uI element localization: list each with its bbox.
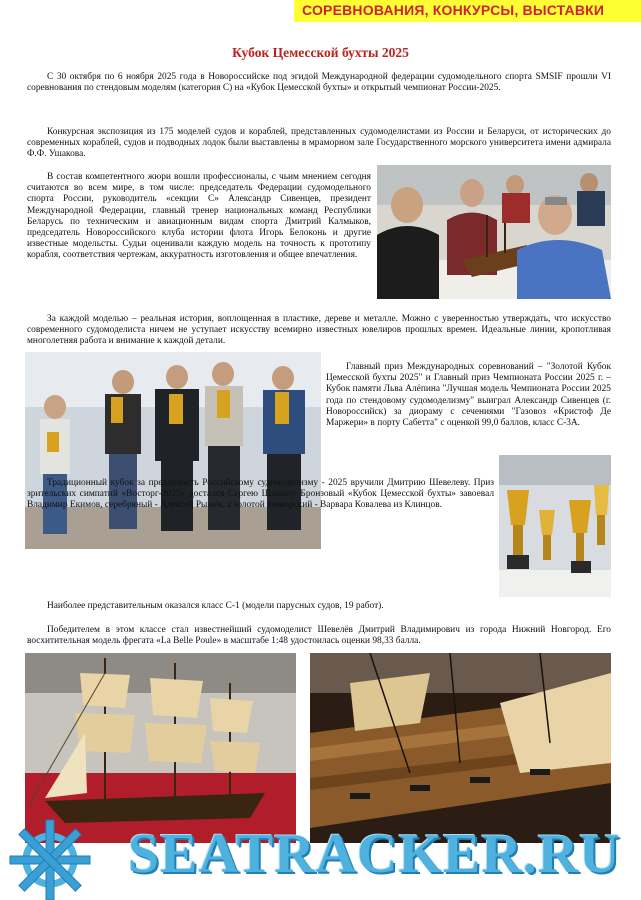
paragraph-craft: За каждой моделью – реальная история, воплощенная в пластике, дереве и металле. Можно с уверенностью утверждать, что искусство современного судомоделиста ничем не уступает искусству всемирно известных ювелиров прошлых времен. Идеальные линии, кропотливая многолетняя работа и внимание к каждой детали. [27, 314, 611, 347]
winners-photo [25, 352, 321, 549]
section-banner-label: СОРЕВНОВАНИЯ, КОНКУРСЫ, ВЫСТАВКИ [302, 2, 605, 18]
watermark-text: SEATRACKER.RU [128, 823, 621, 885]
section-banner [294, 0, 641, 22]
paragraph-exhibition: Конкурсная экспозиция из 175 моделей судов и кораблей, представленных судомоделистами из России и Беларуси, от исторических до современных кораблей, судов и подводных лодок были выставлены в мраморном зале Государственного морского университета имени адмирала Ф.Ф. Ушакова. [27, 127, 611, 160]
paragraph-main-prize: Главный приз Международных соревнований – "Золотой Кубок Цемесской бухты 2025" и Главный приз Чемпионата России 2025 г. – Кубок памяти Льва Алёпина "Лучшая модель Чемпионата России 2025 года по стендовому судомоделизму" выиграл Александр Сивенцев (г. Новороссийск) за диораму с сечениями "Газовоз «Кристоф Де Маржери» в порту Сабетта" с оценкой 99,0 баллов, класс С-3А. [326, 362, 611, 429]
paragraph-winner: Победителем в этом классе стал известнейший судомоделист Шевелёв Дмитрий Владимирович из города Нижний Новгород. Его восхитительная модель фрегата «La Belle Poule» в масштабе 1:48 удостоилась оценки 98,33 балла. [27, 625, 611, 647]
paragraph-intro: С 30 октября по 6 ноября 2025 года в Новороссийске под эгидой Международной федерации судомодельного спорта SMSIF прошли VI соревнования по стендовым моделям (категория С) на «Кубок Цемесской бухты» и открытый чемпионат России-2025. [27, 72, 611, 94]
trophies-photo [499, 455, 611, 597]
wheel-logo-icon [0, 812, 120, 900]
paragraph-other-awards: Традиционный кубок за преданность Российскому судомоделизму - 2025 вручили Дмитрию Шевелеву. Приз зрительских симпатий «Восторг-2025» достался Сергею Шикину. Бронзовый «Кубок Цемесской бухты» завоевал Владимир Екимов, серебряный - Алексей Рыжёв, а золотой юниорский - Варвара Ковалева из Клинцов. [27, 478, 494, 511]
paragraph-class-c1: Наиболее представительным оказался класс С-1 (модели парусных судов, 19 работ). [47, 601, 384, 611]
paragraph-jury: В состав компетентного жюри вошли профессионалы, с чьим мнением сегодня считаются во всем мире, в том числе: председатель Федерации судомодельного спорта России, руководитель «секции С» Александр Сивенцев, президент Международной Федерации, главный тренер национальных команд Республики Беларусь по техническим и авиационным видам спорта Дмитрий Калмыков, председатель Новороссийского клуба истории флота Игорь Белоконь и другие известные модельсты. Судьи оценивали каждую модель на точность к прототипу корабля, соответствия чертежам, аккуратность изготовления и общее впечатления. [27, 172, 371, 261]
article-title: Кубок Цемесской бухты 2025 [232, 45, 409, 60]
seatracker-watermark [0, 812, 641, 900]
judges-photo [377, 165, 611, 299]
